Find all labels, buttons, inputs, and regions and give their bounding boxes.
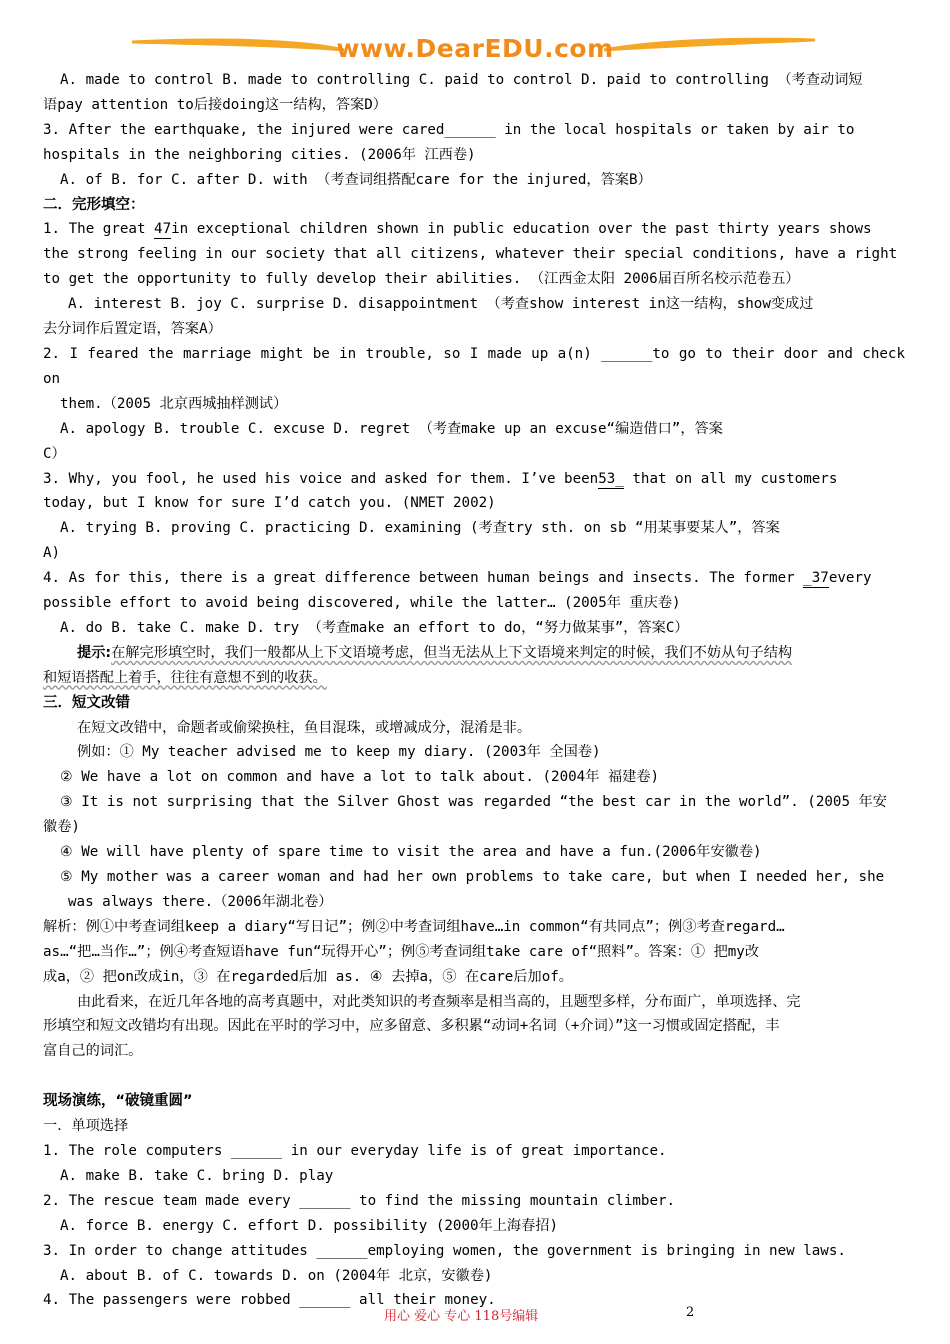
document-body bbox=[43, 68, 905, 1313]
line: A. trying B. proving C. practicing D. examining (考查try sth. on sb “用某事要某人”，答案 bbox=[60, 520, 780, 537]
blank-53: 53_ bbox=[598, 470, 624, 487]
tip-label: 提示: bbox=[77, 644, 112, 661]
line: 富自己的词汇。 bbox=[43, 1043, 143, 1060]
line bbox=[43, 217, 905, 242]
line: ④ We will have plenty of spare time to visit the area and have a fun.(2006年安徽卷) bbox=[60, 844, 762, 861]
line: 例如：① My teacher advised me to keep my diary. (2003年 全国卷) bbox=[77, 744, 601, 761]
line: A. do B. take C. make D. try （考查make an effort to do，“努力做某事”，答案C） bbox=[60, 619, 689, 636]
line: A. force B. energy C. effort D. possibility (2000年上海春招) bbox=[60, 1217, 559, 1234]
line: 成a，② 把on改成in，③ 在regarded后加 as. ④ 去掉a，⑤ 在care后加of。 bbox=[43, 968, 573, 985]
text: in exceptional children shown in public education over the past thirty years shows bbox=[171, 221, 872, 238]
line: 解析：例①中考查词组keep a diary“写日记”；例②中考查词组have…in common“有共同点”；例③考查regard… bbox=[43, 918, 785, 935]
subsection-heading: 一．单项选择 bbox=[43, 1118, 129, 1135]
line: 4. The passengers were robbed ______ all their money. bbox=[43, 1292, 496, 1309]
line: A) bbox=[43, 545, 61, 562]
line: C） bbox=[43, 445, 66, 462]
line: 3. In order to change attitudes ______employing women, the government is bringing in new laws. bbox=[43, 1242, 846, 1259]
line: hospitals in the neighboring cities. (2006年 江西卷) bbox=[43, 146, 476, 163]
text: that on all my customers bbox=[623, 470, 838, 487]
text: 3. Why, you fool, he used his voice and asked for them. I’ve been bbox=[43, 470, 599, 487]
text: 4. As for this, there is a great difference between human beings and insects. The former bbox=[43, 570, 804, 587]
line: 形填空和短文改错均有出现。因此在平时的学习中，应多留意、多积累“动词+名词（+介词）”这一习惯或固定搭配，丰 bbox=[43, 1018, 780, 1035]
line: ⑤ My mother was a career woman and had her own problems to take care, but when I needed her, she bbox=[60, 869, 885, 885]
page-number: 2 bbox=[686, 1305, 695, 1320]
line: A. of B. for C. after D. with （考查词组搭配care for the injured，答案B） bbox=[60, 171, 652, 188]
line: the strong feeling in our society that all citizens, whatever their special conditions, have a right bbox=[43, 246, 898, 263]
section-heading-error-correction: 三．短文改错 bbox=[43, 694, 130, 711]
line: A. apology B. trouble C. excuse D. regret （考查make up an excuse“编造借口”，答案 bbox=[60, 420, 723, 437]
section-heading-practice: 现场演练，“破镜重圆” bbox=[43, 1093, 193, 1110]
line: A. about B. of C. towards D. on (2004年 北京，安徽卷) bbox=[60, 1267, 493, 1284]
line: 去分词作后置定语，答案A） bbox=[43, 321, 222, 338]
spacer bbox=[43, 1064, 905, 1089]
line: today, but I know for sure I’d catch you. (NMET 2002) bbox=[43, 495, 496, 512]
line: 2. I feared the marriage might be in trouble, so I made up a(n) ______to go to their door and check on bbox=[43, 345, 905, 387]
line: ③ It is not surprising that the Silver Ghost was regarded “the best car in the world”. (2005 年安 bbox=[60, 794, 887, 811]
line: 徽卷) bbox=[43, 819, 80, 836]
blank-37: _37 bbox=[803, 570, 829, 587]
line: 1. The role computers ______ in our everyday life is of great importance. bbox=[43, 1142, 667, 1159]
line: A. interest B. joy C. surprise D. disappointment （考查show interest in这一结构，show变成过 bbox=[68, 296, 814, 313]
tip-paragraph bbox=[43, 641, 905, 666]
line: ② We have a lot on common and have a lot to talk about. (2004年 福建卷) bbox=[60, 769, 660, 786]
tip-text: 和短语搭配上着手，往往有意想不到的收获。 bbox=[43, 669, 327, 686]
text: every bbox=[828, 570, 872, 587]
line: as…“把…当作…”；例④考查短语have fun“玩得开心”；例⑤考查词组take care of“照料”。答案：① 把my改 bbox=[43, 943, 760, 960]
text: 1. The great bbox=[43, 221, 155, 238]
blank-47: 47 bbox=[154, 221, 172, 238]
footer-text: 用心 爱心 专心 118号编辑 bbox=[384, 1309, 539, 1324]
line: to get the opportunity to fully develop their abilities. （江西金太阳 2006届百所名校示范卷五） bbox=[43, 271, 800, 288]
site-name[interactable]: www.DearEDU.com bbox=[336, 34, 614, 63]
page-footer bbox=[0, 1305, 950, 1327]
tip-text: 在解完形填空时，我们一般都从上下文语境考虑，但当无法从上下文语境来判定的时候，我们不妨从句子结构 bbox=[111, 644, 793, 661]
line: 由此看来，在近几年各地的高考真题中，对此类知识的考查频率是相当高的，且题型多样，分布面广，单项选择、完 bbox=[77, 993, 801, 1010]
section-heading-cloze: 二．完形填空： bbox=[43, 196, 145, 213]
line: 2. The rescue team made every ______ to find the missing mountain climber. bbox=[43, 1192, 676, 1209]
line: 3. After the earthquake, the injured were cared______ in the local hospitals or taken by air to bbox=[43, 121, 855, 138]
line bbox=[43, 467, 905, 492]
line bbox=[43, 566, 905, 591]
line: 语pay attention to后接doing这一结构，答案D） bbox=[43, 96, 387, 113]
line: A. make B. take C. bring D. play bbox=[60, 1167, 334, 1184]
line: possible effort to avoid being discovered, while the latter… (2005年 重庆卷) bbox=[43, 595, 681, 612]
line: 在短文改错中，命题者或偷梁换柱，鱼目混珠，或增减成分，混淆是非。 bbox=[77, 719, 532, 736]
line: was always there.（2006年湖北卷） bbox=[68, 893, 333, 910]
line: them.（2005 北京西城抽样测试） bbox=[60, 395, 288, 412]
line: A. made to control B. made to controlling C. paid to control D. paid to controlling （考查动词短 bbox=[60, 72, 863, 88]
line bbox=[43, 666, 905, 691]
